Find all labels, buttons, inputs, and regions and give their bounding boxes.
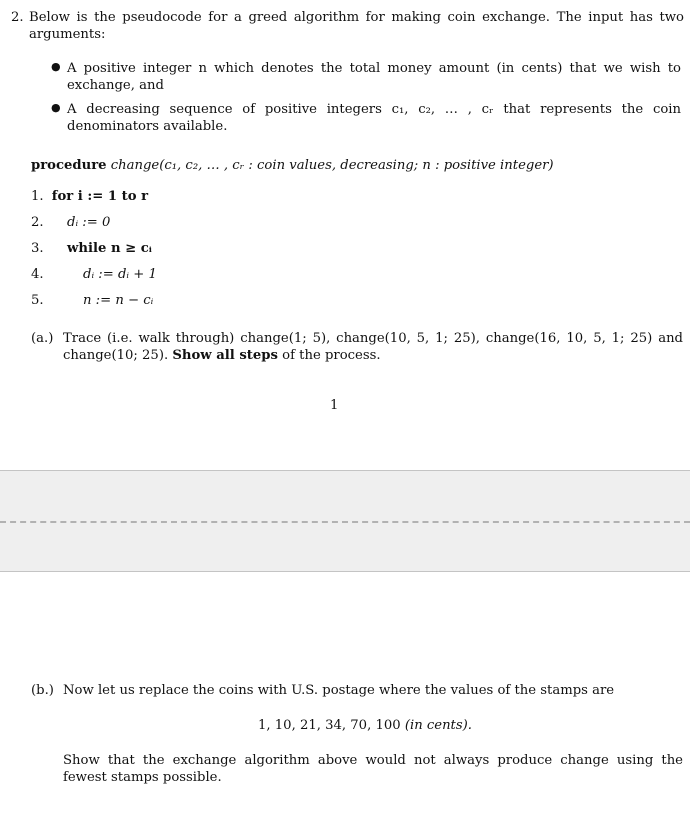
- stamp-values-unit: (in cents).: [404, 718, 472, 733]
- page-break-divider: [0, 521, 690, 523]
- part-b-label: (b.): [31, 683, 54, 698]
- question-intro: Below is the pseudocode for a greed algorithm for making coin exchange. The input has two arguments:: [29, 10, 684, 43]
- page-break: [0, 470, 690, 572]
- list-item: [51, 60, 681, 95]
- line-number: 2.: [31, 215, 44, 230]
- part-b-text: Now let us replace the coins with U.S. postage where the values of the stamps are: [63, 683, 615, 698]
- line-code: dᵢ := dᵢ + 1: [83, 267, 157, 282]
- pseudocode-line: [31, 188, 631, 205]
- pseudocode-line: [31, 214, 631, 231]
- line-number: 5.: [31, 293, 44, 308]
- bullet-text: A positive integer n which denotes the total money amount (in cents) that we wish to exchange, and: [67, 61, 681, 94]
- procedure-keyword: procedure: [31, 158, 107, 173]
- bullet-icon: ●: [51, 60, 61, 73]
- part-a-label: (a.): [31, 331, 54, 346]
- line-code: while n ≥ cᵢ: [67, 241, 152, 256]
- line-code: dᵢ := 0: [67, 215, 111, 230]
- stamp-values-list: 1, 10, 21, 34, 70, 100: [258, 718, 401, 733]
- part-b-conclusion: Show that the exchange algorithm above would not always produce change using the fewest stamps possible.: [63, 753, 683, 786]
- part-a-tail: of the process.: [282, 348, 381, 364]
- line-number: 4.: [31, 267, 44, 282]
- stamp-values: [0, 717, 690, 734]
- bullet-icon: ●: [51, 100, 61, 114]
- part-a-text: Trace (i.e. walk through) change(1; 5), change(10, 5, 1; 25), change(16, 10, 5, 1; 25) and change(10; 25).: [63, 331, 683, 364]
- pseudocode-line: [31, 266, 631, 283]
- part-a-emphasis: Show all steps: [172, 348, 278, 364]
- part-b: [31, 682, 683, 699]
- pseudocode-line: [31, 240, 631, 257]
- part-a: [31, 330, 683, 365]
- question-number: 2.: [11, 10, 24, 25]
- line-number: 3.: [31, 241, 44, 256]
- part-a-body: [63, 330, 683, 365]
- list-item: [51, 101, 681, 136]
- procedure-signature: change(c₁, c₂, … , cᵣ : coin values, decreasing; n : positive integer): [110, 158, 554, 173]
- argument-list: [51, 60, 681, 142]
- line-code: n := n − cᵢ: [83, 293, 154, 308]
- pseudocode-line: [31, 292, 631, 309]
- line-code: for i := 1 to r: [51, 189, 149, 204]
- page-number: 1: [330, 398, 339, 413]
- bullet-text: A decreasing sequence of positive integers c₁, c₂, … , cᵣ that represents the coin denominators available.: [67, 101, 681, 135]
- line-number: 1.: [31, 189, 44, 204]
- procedure-header: [31, 157, 681, 174]
